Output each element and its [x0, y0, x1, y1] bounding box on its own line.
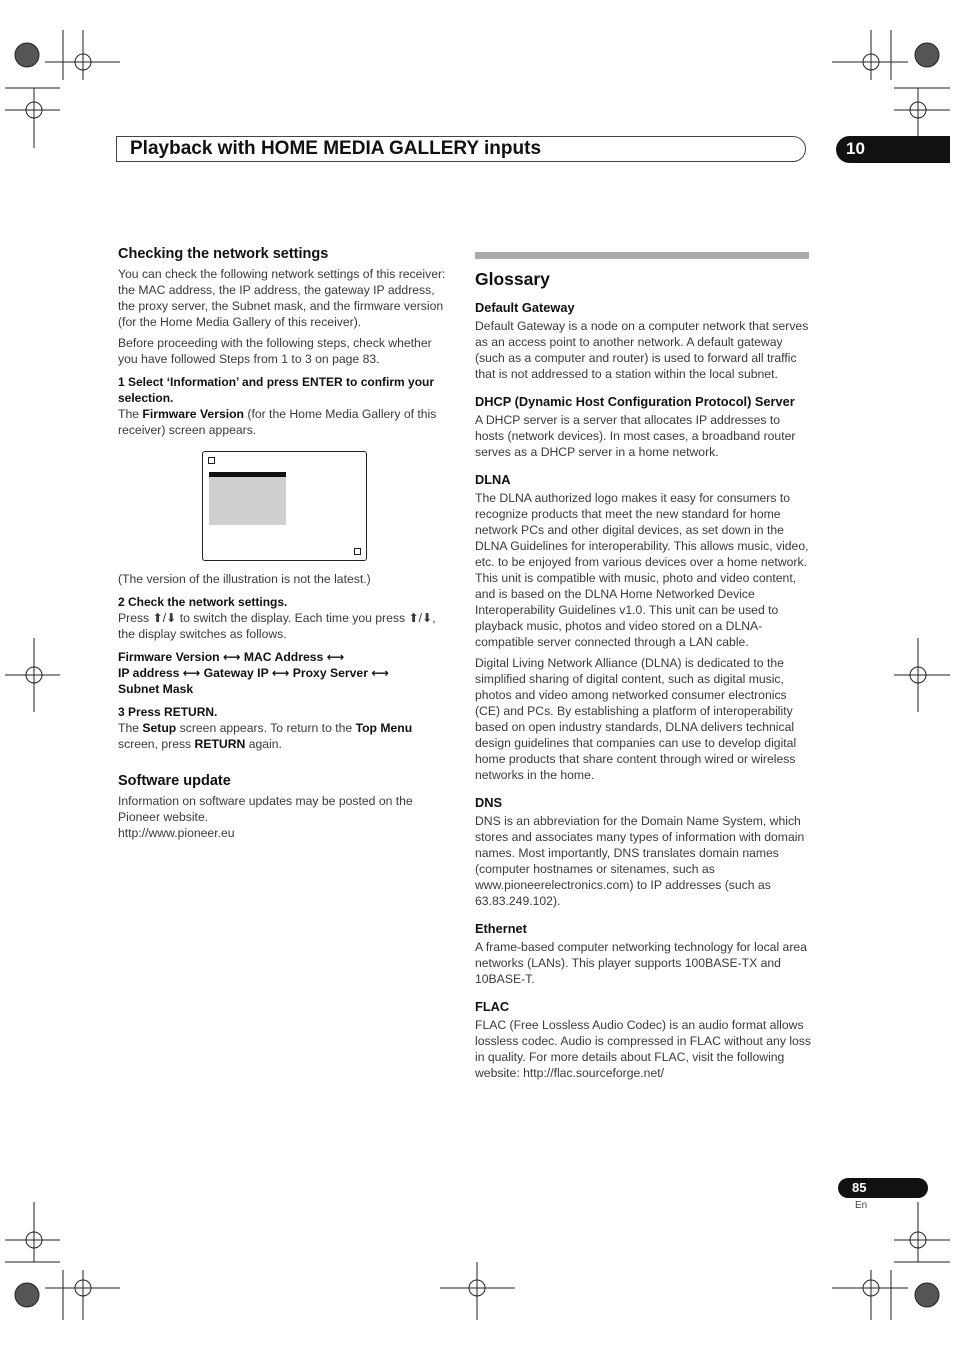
display-chain: Firmware Version ⟷ MAC Address ⟷ IP address ⟷ Gateway IP ⟷ Proxy Server ⟷ Subnet Mask	[118, 650, 389, 696]
screen-corner-icon	[354, 548, 361, 555]
page-title: Playback with HOME MEDIA GALLERY inputs	[130, 138, 542, 159]
left-column	[118, 245, 454, 846]
glossary-column	[475, 252, 811, 1086]
step-1: 1 Select ‘Information’ and press ENTER to confirm your selection.	[118, 375, 435, 405]
glossary-definition: A DHCP server is a server that allocates IP addresses to hosts (network devices). In most cases, a broadband router serves as a DHCP server in a home network.	[475, 413, 796, 459]
glossary-rule	[475, 252, 809, 259]
software-update-heading: Software update	[118, 773, 231, 789]
firmware-screen-illustration	[202, 451, 367, 561]
glossary-term: DHCP (Dynamic Host Configuration Protocol) Server	[475, 394, 795, 409]
page-number: 85	[852, 1180, 867, 1195]
software-update-text: Information on software updates may be posted on the Pioneer website.	[118, 794, 413, 824]
glossary-definition: The DLNA authorized logo makes it easy for consumers to recognize products that meet the new standard for home network PCs and other digital devices, as set down in the DLNA Guidelines for interoperability. This allows music, video, etc. to be enjoyed from various devices over a home network. This unit is compatible with music, photo and video content, and is based on the DLNA Home Networked Device Interoperability Guidelines v1.0. This unit can be used to playback music, photos and video stored on a DLNA-compatible server connected through a LAN cable.	[475, 491, 809, 649]
step-2-text: Press ⬆/⬇ to switch the display. Each time you press ⬆/⬇, the display switches as follows.	[118, 611, 436, 641]
glossary-definition: A frame-based computer networking technology for local area networks (LANs). This player supports 100BASE-TX and 10BASE-T.	[475, 940, 807, 986]
step-2: 2 Check the network settings.	[118, 595, 288, 609]
glossary-title: Glossary	[475, 269, 550, 289]
glossary-definition: Default Gateway is a node on a computer network that serves as an access point to another network. A default gateway (such as a computer and router) is used to forward all traffic that is not addressed to a station within the local subnet.	[475, 319, 809, 381]
glossary-term: DNS	[475, 795, 503, 810]
screen-panel	[209, 477, 286, 525]
glossary-term: Ethernet	[475, 921, 527, 936]
glossary-list	[475, 299, 811, 1081]
glossary-definition: DNS is an abbreviation for the Domain Name System, which stores and associates many types of information with domain names. Most importantly, DNS translates domain names (computer hostnames or sitenames, such as www.pioneerelectronics.com) to IP addresses (such as 63.83.249.102).	[475, 814, 805, 908]
chapter-number: 10	[846, 139, 865, 158]
software-update-url: http://www.pioneer.eu	[118, 826, 235, 840]
glossary-term: Default Gateway	[475, 300, 575, 315]
network-settings-heading: Checking the network settings	[118, 246, 329, 262]
network-intro: You can check the following network settings of this receiver: the MAC address, the IP address, the gateway IP address, the proxy server, the Subnet mask, and the firmware version (for the Home Media Gallery of this receiver).	[118, 267, 446, 329]
step-3: 3 Press RETURN.	[118, 705, 218, 719]
glossary-term: FLAC	[475, 999, 510, 1014]
glossary-term: DLNA	[475, 472, 511, 487]
glossary-definition: FLAC (Free Lossless Audio Codec) is an audio format allows lossless codec. Audio is compressed in FLAC without any loss in quality. For more details about FLAC, visit the following website: http://flac.sourceforge.net/	[475, 1018, 811, 1080]
language-label: En	[855, 1200, 868, 1211]
glossary-definition: Digital Living Network Alliance (DLNA) is dedicated to the simplified sharing of digital content, such as digital music, photos and video among networked consumer electronics (CE) and PCs. By establishing a platform of interoperability based on open industry standards, DLNA delivers technical design guidelines that companies can use to develop digital home products that share content through wired or wireless networks in the home.	[475, 656, 797, 782]
screen-corner-icon	[208, 457, 215, 464]
step-1-text: The Firmware Version (for the Home Media Gallery of this receiver) screen appears.	[118, 407, 437, 437]
network-before: Before proceeding with the following steps, check whether you have followed Steps from 1 to 3 on page 83.	[118, 336, 432, 366]
illustration-caption: (The version of the illustration is not the latest.)	[118, 572, 371, 586]
step-3-text: The Setup screen appears. To return to the Top Menu screen, press RETURN again.	[118, 721, 413, 751]
